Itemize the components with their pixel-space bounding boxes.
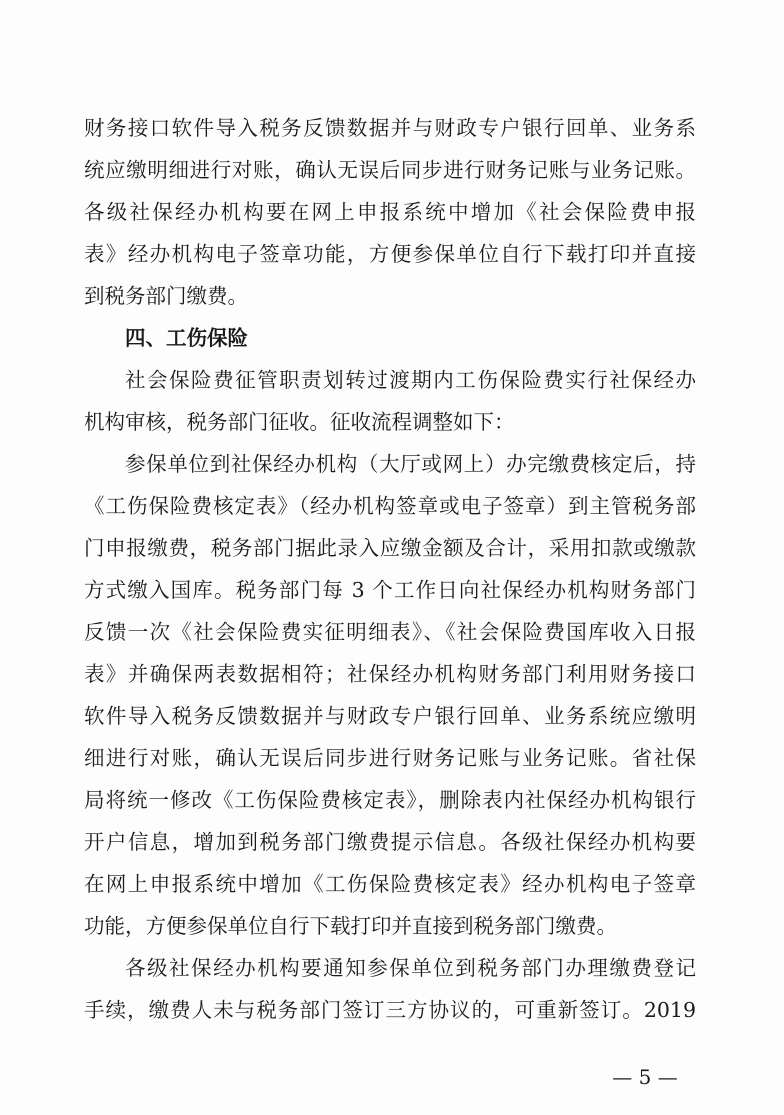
text-line: 门申报缴费，税务部门据此录入应缴金额及合计，采用扣款或缴款: [84, 536, 696, 560]
body-text: [84, 107, 696, 1031]
text-line: 细进行对账，确认无误后同步进行财务记账与业务记账。省社保: [84, 746, 696, 770]
section-heading: 四、工伤保险: [125, 326, 248, 350]
text-line: 手续，缴费人未与税务部门签订三方协议的，可重新签订。2019: [84, 998, 696, 1022]
text-line: 各级社保经办机构要通知参保单位到税务部门办理缴费登记: [125, 956, 696, 980]
text-line: 《工伤保险费核定表》（经办机构签章或电子签章）到主管税务部: [84, 494, 696, 518]
text-line: 统应缴明细进行对账，确认无误后同步进行财务记账与业务记账。: [84, 158, 696, 182]
text-line: 软件导入税务反馈数据并与财政专户银行回单、业务系统应缴明: [84, 704, 696, 728]
text-line: 方式缴入国库。税务部门每 3 个工作日向社保经办机构财务部门: [84, 578, 696, 602]
text-line: 机构审核，税务部门征收。征收流程调整如下：: [84, 410, 515, 434]
text-line: 财务接口软件导入税务反馈数据并与财政专户银行回单、业务系: [84, 116, 696, 140]
text-line: 社会保险费征管职责划转过渡期内工伤保险费实行社保经办: [125, 368, 696, 392]
text-line: 局将统一修改《工伤保险费核定表》，删除表内社保经办机构银行: [84, 788, 696, 812]
text-line: 参保单位到社保经办机构（大厅或网上）办完缴费核定后，持: [125, 452, 696, 476]
text-line: 在网上申报系统中增加《工伤保险费核定表》经办机构电子签章: [84, 872, 696, 896]
text-line: 反馈一次《社会保险费实征明细表》、《社会保险费国库收入日报: [84, 620, 696, 644]
text-line: 到税务部门缴费。: [84, 284, 248, 308]
text-line: 功能，方便参保单位自行下载打印并直接到税务部门缴费。: [84, 914, 617, 938]
text-line: 各级社保经办机构要在网上申报系统中增加《社会保险费申报: [84, 200, 696, 224]
page-number: — 5 —: [612, 1065, 678, 1089]
text-line: 表》经办机构电子签章功能，方便参保单位自行下载打印并直接: [84, 242, 696, 266]
text-line: 开户信息，增加到税务部门缴费提示信息。各级社保经办机构要: [84, 830, 696, 854]
text-line: 表》并确保两表数据相符；社保经办机构财务部门利用财务接口: [84, 662, 696, 686]
